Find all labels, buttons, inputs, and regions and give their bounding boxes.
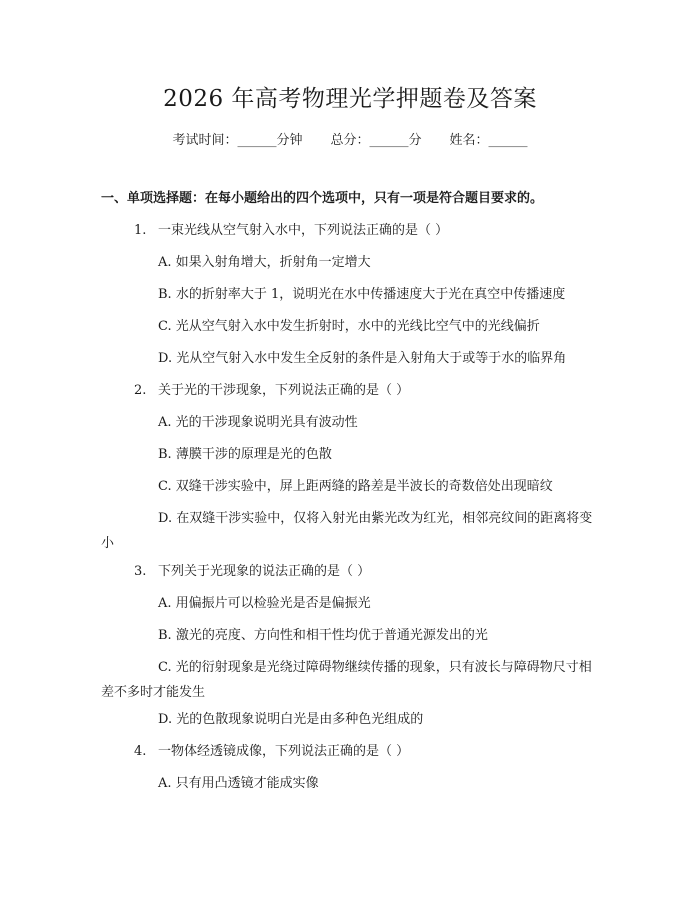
section-heading: 一、单项选择题：在每小题给出的四个选项中，只有一项是符合题目要求的。 <box>101 191 544 206</box>
page-title: 2026 年高考物理光学押题卷及答案 <box>163 86 537 112</box>
question-stem <box>134 221 448 241</box>
answer-option: C. 双缝干涉实验中，屏上距两缝的路差是半波长的奇数倍处出现暗纹 <box>158 479 553 494</box>
answer-option: A. 如果入射角增大，折射角一定增大 <box>158 255 371 270</box>
answer-option: B. 激光的亮度、方向性和相干性均优于普通光源发出的光 <box>158 628 488 643</box>
question-text: 一物体经透镜成像，下列说法正确的是（ ） <box>158 744 410 759</box>
answer-option: D. 光的色散现象说明白光是由多种色光组成的 <box>158 712 424 727</box>
question-number: 3. <box>134 564 147 579</box>
question-stem <box>134 742 409 762</box>
exam-meta-line <box>0 131 700 151</box>
answer-option: A. 只有用凸透镜才能成实像 <box>158 776 319 791</box>
question-number: 4. <box>134 744 147 759</box>
answer-option: D. 光从空气射入水中发生全反射的条件是入射角大于或等于水的临界角 <box>158 351 567 366</box>
answer-option: B. 水的折射率大于 1，说明光在水中传播速度大于光在真空中传播速度 <box>158 287 566 302</box>
question-text: 下列关于光现象的说法正确的是（ ） <box>158 564 371 579</box>
question-number: 1. <box>134 223 147 238</box>
answer-option: A. 光的干涉现象说明光具有波动性 <box>158 415 358 430</box>
answer-option: C. 光从空气射入水中发生折射时，水中的光线比空气中的光线偏折 <box>158 319 540 334</box>
question-text: 一束光线从空气射入水中，下列说法正确的是（ ） <box>158 223 449 238</box>
question-stem <box>134 562 370 582</box>
question-text: 关于光的干涉现象，下列说法正确的是（ ） <box>158 383 410 398</box>
exam-time-field: 考试时间：______分钟 <box>172 133 303 148</box>
question-stem <box>134 381 409 401</box>
answer-option: D. 在双缝干涉实验中，仅将入射光由紫光改为红光，相邻亮纹间的距离将变小 <box>101 511 593 551</box>
question-number: 2. <box>134 383 147 398</box>
answer-option: C. 光的衍射现象是光绕过障碍物继续传播的现象，只有波长与障碍物尺寸相差不多时才能发生 <box>101 660 592 700</box>
name-field: 姓名：______ <box>449 133 528 148</box>
answer-option: A. 用偏振片可以检验光是否是偏振光 <box>158 596 371 611</box>
answer-option: B. 薄膜干涉的原理是光的色散 <box>158 447 332 462</box>
total-score-field: 总分：______分 <box>330 133 422 148</box>
